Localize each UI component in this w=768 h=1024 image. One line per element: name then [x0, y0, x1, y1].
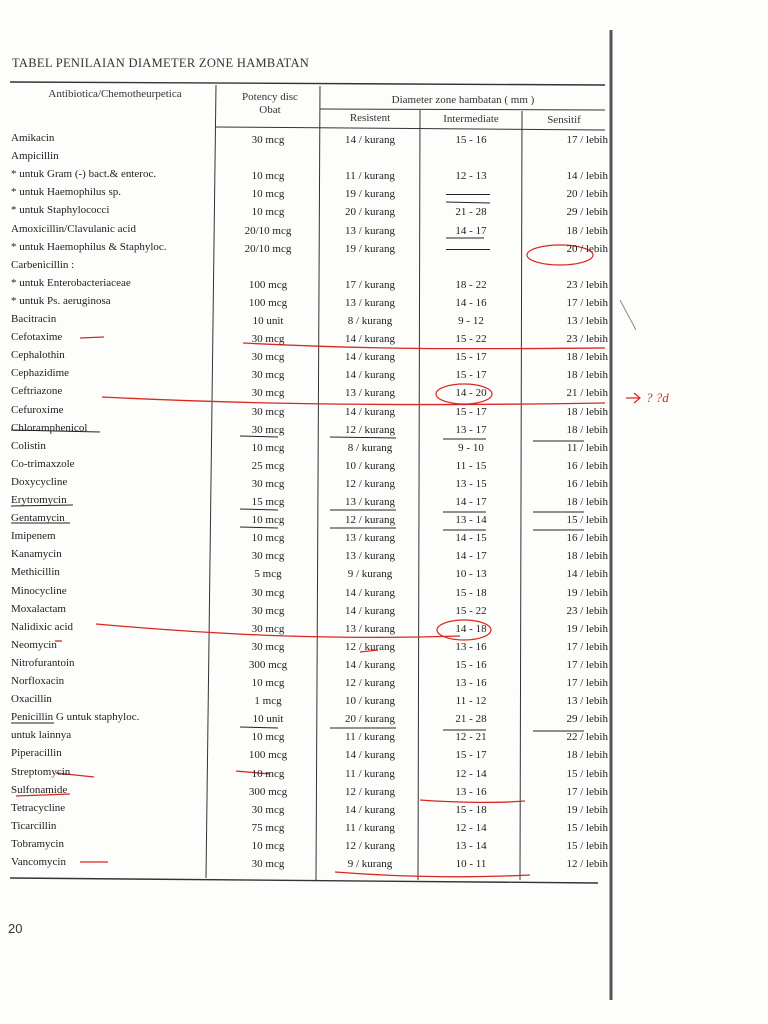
- intermediate-value: 14 - 17: [455, 496, 487, 508]
- potency-value: 100 mcg: [248, 749, 288, 762]
- drug-name: Moxalactam: [11, 602, 66, 615]
- potency-value: 30 mcg: [251, 351, 285, 364]
- potency-value: 25 mcg: [251, 459, 285, 472]
- potency-value: 10 mcg: [251, 441, 285, 454]
- sensitif-value: 23 / lebih: [566, 604, 608, 617]
- drug-name: * untuk Haemophilus & Staphyloc.: [11, 240, 167, 253]
- sensitif-value: 12 / lebih: [566, 858, 608, 870]
- drug-name: Oxacillin: [11, 693, 52, 706]
- intermediate-value: 15 - 22: [455, 604, 487, 617]
- drug-name: * untuk Enterobacteriaceae: [11, 276, 131, 289]
- intermediate-value: 15 - 17: [455, 351, 487, 364]
- header-antibiotic: Antibiotica/Chemotheurpetica: [48, 88, 182, 100]
- resistent-value: 20 / kurang: [344, 713, 396, 726]
- sensitif-value: 29 / lebih: [566, 206, 608, 219]
- potency-value: 30 mcg: [251, 477, 285, 490]
- drug-name: Chloramphenicol: [11, 421, 88, 434]
- potency-value: 5 mcg: [254, 568, 282, 581]
- intermediate-value: 11 - 12: [455, 695, 487, 708]
- drug-name: Nitrofurantoin: [11, 656, 75, 669]
- intermediate-value: 14 - 18: [455, 622, 487, 635]
- drug-name: Tobramycin: [11, 837, 64, 850]
- resistent-value: 8 / kurang: [347, 441, 393, 454]
- sensitif-value: 20 / lebih: [566, 188, 608, 201]
- potency-value: 75 mcg: [251, 821, 285, 834]
- header-resistent: Resistent: [349, 112, 391, 124]
- resistent-value: 11 / kurang: [345, 821, 395, 834]
- drug-name: Penicillin G untuk staphyloc.: [11, 711, 140, 724]
- resistent-value: 19 / kurang: [344, 188, 396, 201]
- intermediate-value: 15 - 17: [455, 369, 487, 382]
- drug-name: Nalidixic acid: [11, 620, 74, 633]
- resistent-value: 12 / kurang: [344, 677, 396, 689]
- sensitif-value: 23 / lebih: [566, 278, 608, 291]
- header-potency-line1: Potency disc: [242, 91, 298, 103]
- drug-name: Amoxicillin/Clavulanic acid: [11, 222, 136, 235]
- potency-value: 30 mcg: [251, 550, 285, 563]
- page-title: TABEL PENILAIAN DIAMETER ZONE HAMBATAN: [12, 56, 310, 70]
- intermediate-value: 21 - 28: [455, 713, 487, 726]
- intermediate-value: 15 - 18: [455, 803, 487, 816]
- resistent-value: 13 / kurang: [344, 622, 396, 635]
- resistent-value: 9 / kurang: [347, 858, 393, 870]
- potency-value: 15 mcg: [251, 496, 285, 508]
- drug-name: Cephalothin: [11, 349, 65, 362]
- intermediate-value: 13 - 15: [455, 477, 487, 490]
- drug-name: Imipenem: [11, 530, 56, 543]
- potency-value: 30 mcg: [251, 622, 285, 635]
- potency-value: 300 mcg: [248, 658, 288, 671]
- intermediate-value: 14 - 15: [455, 532, 487, 545]
- resistent-value: 14 / kurang: [344, 351, 396, 364]
- potency-value: 10 mcg: [251, 188, 285, 201]
- sensitif-value: 18 / lebih: [566, 405, 608, 418]
- drug-name: Minocycline: [11, 584, 67, 597]
- sensitif-value: 15 / lebih: [566, 821, 608, 834]
- intermediate-value: 12 - 14: [455, 821, 487, 834]
- resistent-value: 11 / kurang: [345, 170, 395, 183]
- sensitif-value: 14 / lebih: [566, 568, 608, 581]
- page-number: 20: [8, 921, 23, 936]
- resistent-value: 12 / kurang: [344, 477, 396, 490]
- potency-value: 30 mcg: [251, 134, 285, 146]
- drug-name: Carbenicillin :: [11, 258, 75, 271]
- intermediate-value: 10 - 13: [455, 568, 487, 581]
- intermediate-value: 9 - 12: [458, 315, 484, 327]
- drug-name: Amikacin: [11, 132, 55, 144]
- sensitif-value: 19 / lebih: [566, 622, 608, 635]
- potency-value: 10 unit: [252, 713, 284, 726]
- potency-value: 20/10 mcg: [244, 242, 292, 255]
- sensitif-value: 18 / lebih: [566, 224, 608, 237]
- sensitif-value: 19 / lebih: [566, 803, 608, 816]
- potency-value: 100 mcg: [248, 296, 288, 309]
- resistent-value: 14 / kurang: [344, 369, 396, 382]
- drug-name: Tetracycline: [11, 801, 66, 814]
- resistent-value: 13 / kurang: [344, 550, 396, 563]
- intermediate-value: 15 - 18: [455, 586, 487, 599]
- potency-value: 10 mcg: [251, 170, 285, 183]
- resistent-value: 13 / kurang: [344, 496, 396, 508]
- intermediate-value: 14 - 17: [455, 224, 487, 237]
- resistent-value: 12 / kurang: [344, 785, 396, 798]
- intermediate-value: 14 - 17: [455, 550, 487, 563]
- resistent-value: 19 / kurang: [344, 242, 396, 255]
- sensitif-value: 17 / lebih: [566, 296, 608, 309]
- sensitif-value: 21 / lebih: [566, 387, 608, 400]
- resistent-value: 12 / kurang: [344, 423, 396, 436]
- resistent-value: 10 / kurang: [344, 459, 396, 472]
- resistent-value: 12 / kurang: [344, 514, 396, 527]
- empty-intermediate-dash: [446, 194, 490, 195]
- empty-intermediate-dash: [446, 249, 490, 250]
- resistent-value: 14 / kurang: [344, 586, 396, 599]
- header-intermediate: Intermediate: [443, 113, 499, 125]
- intermediate-value: 14 - 20: [455, 387, 487, 400]
- sensitif-value: 13 / lebih: [566, 695, 608, 708]
- potency-value: 30 mcg: [251, 604, 285, 617]
- sensitif-value: 22 / lebih: [566, 731, 608, 744]
- drug-name: Kanamycin: [11, 548, 62, 561]
- handwritten-annotation: ? ?d: [646, 390, 669, 405]
- sensitif-value: 18 / lebih: [566, 496, 608, 508]
- intermediate-value: 9 - 10: [458, 441, 484, 454]
- resistent-value: 11 / kurang: [345, 767, 395, 780]
- potency-value: 10 mcg: [251, 206, 285, 219]
- intermediate-value: 21 - 28: [455, 206, 487, 219]
- drug-name: Vancomycin: [11, 856, 66, 868]
- resistent-value: 12 / kurang: [344, 640, 396, 653]
- potency-value: 30 mcg: [251, 803, 285, 816]
- resistent-value: 14 / kurang: [344, 604, 396, 617]
- intermediate-value: 11 - 15: [455, 459, 487, 472]
- intermediate-value: 15 - 16: [455, 134, 487, 146]
- drug-name: Erytromycin: [11, 494, 67, 506]
- potency-value: 30 mcg: [251, 640, 285, 653]
- sensitif-value: 17 / lebih: [566, 785, 608, 798]
- sensitif-value: 18 / lebih: [566, 749, 608, 762]
- intermediate-value: 15 - 16: [455, 658, 487, 671]
- intermediate-value: 13 - 14: [455, 514, 487, 527]
- drug-name: Norfloxacin: [11, 675, 65, 687]
- sensitif-value: 19 / lebih: [566, 586, 608, 599]
- resistent-value: 13 / kurang: [344, 296, 396, 309]
- sensitif-value: 15 / lebih: [566, 514, 608, 527]
- potency-value: 1 mcg: [254, 695, 282, 708]
- drug-name: Cephazidime: [11, 367, 70, 380]
- drug-name: Bacitracin: [11, 313, 57, 325]
- drug-name: * untuk Staphylococci: [11, 204, 110, 217]
- resistent-value: 9 / kurang: [347, 568, 393, 581]
- sensitif-value: 17 / lebih: [566, 640, 608, 653]
- potency-value: 10 mcg: [251, 532, 285, 545]
- resistent-value: 10 / kurang: [344, 695, 396, 708]
- drug-name: Neomycin: [11, 638, 57, 651]
- drug-name: Doxycycline: [11, 475, 68, 488]
- sensitif-value: 18 / lebih: [566, 423, 608, 436]
- potency-value: 30 mcg: [251, 423, 285, 436]
- potency-value: 300 mcg: [248, 785, 288, 798]
- sensitif-value: 29 / lebih: [566, 713, 608, 726]
- sensitif-value: 18 / lebih: [566, 351, 608, 364]
- potency-value: 30 mcg: [251, 369, 285, 382]
- sensitif-value: 18 / lebih: [566, 550, 608, 563]
- resistent-value: 12 / kurang: [344, 839, 396, 852]
- potency-value: 20/10 mcg: [244, 224, 292, 237]
- sensitif-value: 17 / lebih: [566, 658, 608, 671]
- sensitif-value: 16 / lebih: [566, 459, 608, 472]
- drug-name: Colistin: [11, 439, 46, 452]
- resistent-value: 13 / kurang: [344, 224, 396, 237]
- potency-value: 30 mcg: [251, 333, 285, 346]
- drug-name: * untuk Gram (-) bact.& enteroc.: [11, 168, 157, 181]
- sensitif-value: 17 / lebih: [566, 677, 608, 689]
- sensitif-value: 14 / lebih: [566, 170, 608, 183]
- drug-name: Gentamycin: [11, 512, 65, 525]
- drug-name: Cefuroxime: [11, 403, 64, 416]
- sensitif-value: 18 / lebih: [566, 369, 608, 382]
- sensitif-value: 15 / lebih: [566, 839, 608, 852]
- potency-value: 10 unit: [252, 315, 284, 327]
- drug-name: untuk lainnya: [11, 729, 72, 742]
- resistent-value: 8 / kurang: [347, 315, 393, 327]
- sensitif-value: 16 / lebih: [566, 532, 608, 545]
- intermediate-value: 12 - 14: [455, 767, 487, 780]
- drug-name: Co-trimaxzole: [11, 457, 75, 470]
- resistent-value: 14 / kurang: [344, 134, 396, 146]
- drug-name: Ceftriazone: [11, 385, 63, 398]
- intermediate-value: 15 - 17: [455, 749, 487, 762]
- header-sensitif: Sensitif: [547, 114, 581, 126]
- resistent-value: 20 / kurang: [344, 206, 396, 219]
- resistent-value: 11 / kurang: [345, 731, 395, 744]
- intermediate-value: 13 - 17: [455, 423, 487, 436]
- drug-name: Ticarcillin: [11, 819, 57, 832]
- resistent-value: 14 / kurang: [344, 749, 396, 762]
- resistent-value: 14 / kurang: [344, 803, 396, 816]
- potency-value: 10 mcg: [251, 677, 285, 689]
- potency-value: 10 mcg: [251, 514, 285, 527]
- potency-value: 30 mcg: [251, 858, 285, 870]
- drug-name: Ampicillin: [11, 150, 59, 163]
- header-diameter: Diameter zone hambatan ( mm ): [391, 94, 535, 106]
- resistent-value: 17 / kurang: [344, 278, 396, 291]
- drug-name: Methicillin: [11, 566, 60, 579]
- sensitif-value: 17 / lebih: [566, 134, 608, 146]
- potency-value: 10 mcg: [251, 731, 285, 744]
- potency-value: 30 mcg: [251, 405, 285, 418]
- sensitif-value: 15 / lebih: [566, 767, 608, 780]
- intermediate-value: 15 - 22: [455, 333, 487, 346]
- intermediate-value: 10 - 11: [455, 858, 487, 870]
- resistent-value: 14 / kurang: [344, 658, 396, 671]
- drug-name: Piperacillin: [11, 747, 62, 760]
- intermediate-value: 12 - 21: [455, 731, 487, 744]
- intermediate-value: 12 - 13: [455, 170, 487, 183]
- sensitif-value: 23 / lebih: [566, 333, 608, 346]
- resistent-value: 14 / kurang: [344, 405, 396, 418]
- sensitif-value: 13 / lebih: [566, 315, 608, 327]
- intermediate-value: 13 - 16: [455, 677, 487, 689]
- drug-name: * untuk Haemophilus sp.: [11, 186, 121, 199]
- intermediate-value: 13 - 16: [455, 785, 487, 798]
- sensitif-value: 16 / lebih: [566, 477, 608, 490]
- drug-name: Sulfonamide: [11, 783, 68, 796]
- intermediate-value: 14 - 16: [455, 296, 487, 309]
- potency-value: 10 mcg: [251, 767, 285, 780]
- resistent-value: 13 / kurang: [344, 532, 396, 545]
- intermediate-value: 13 - 16: [455, 640, 487, 653]
- resistent-value: 13 / kurang: [344, 387, 396, 400]
- potency-value: 100 mcg: [248, 278, 288, 291]
- potency-value: 10 mcg: [251, 839, 285, 852]
- sensitif-value: 11 / lebih: [566, 441, 608, 454]
- potency-value: 30 mcg: [251, 387, 285, 400]
- drug-name: Streptomycin: [11, 765, 71, 778]
- intermediate-value: 18 - 22: [455, 278, 487, 291]
- intermediate-value: 15 - 17: [455, 405, 487, 418]
- potency-value: 30 mcg: [251, 586, 285, 599]
- header-potency-line2: Obat: [259, 104, 281, 116]
- drug-name: * untuk Ps. aeruginosa: [11, 294, 111, 307]
- drug-name: Cefotaxime: [11, 331, 63, 344]
- sensitif-value: 20 / lebih: [566, 242, 608, 255]
- resistent-value: 14 / kurang: [344, 333, 396, 346]
- intermediate-value: 13 - 14: [455, 839, 487, 852]
